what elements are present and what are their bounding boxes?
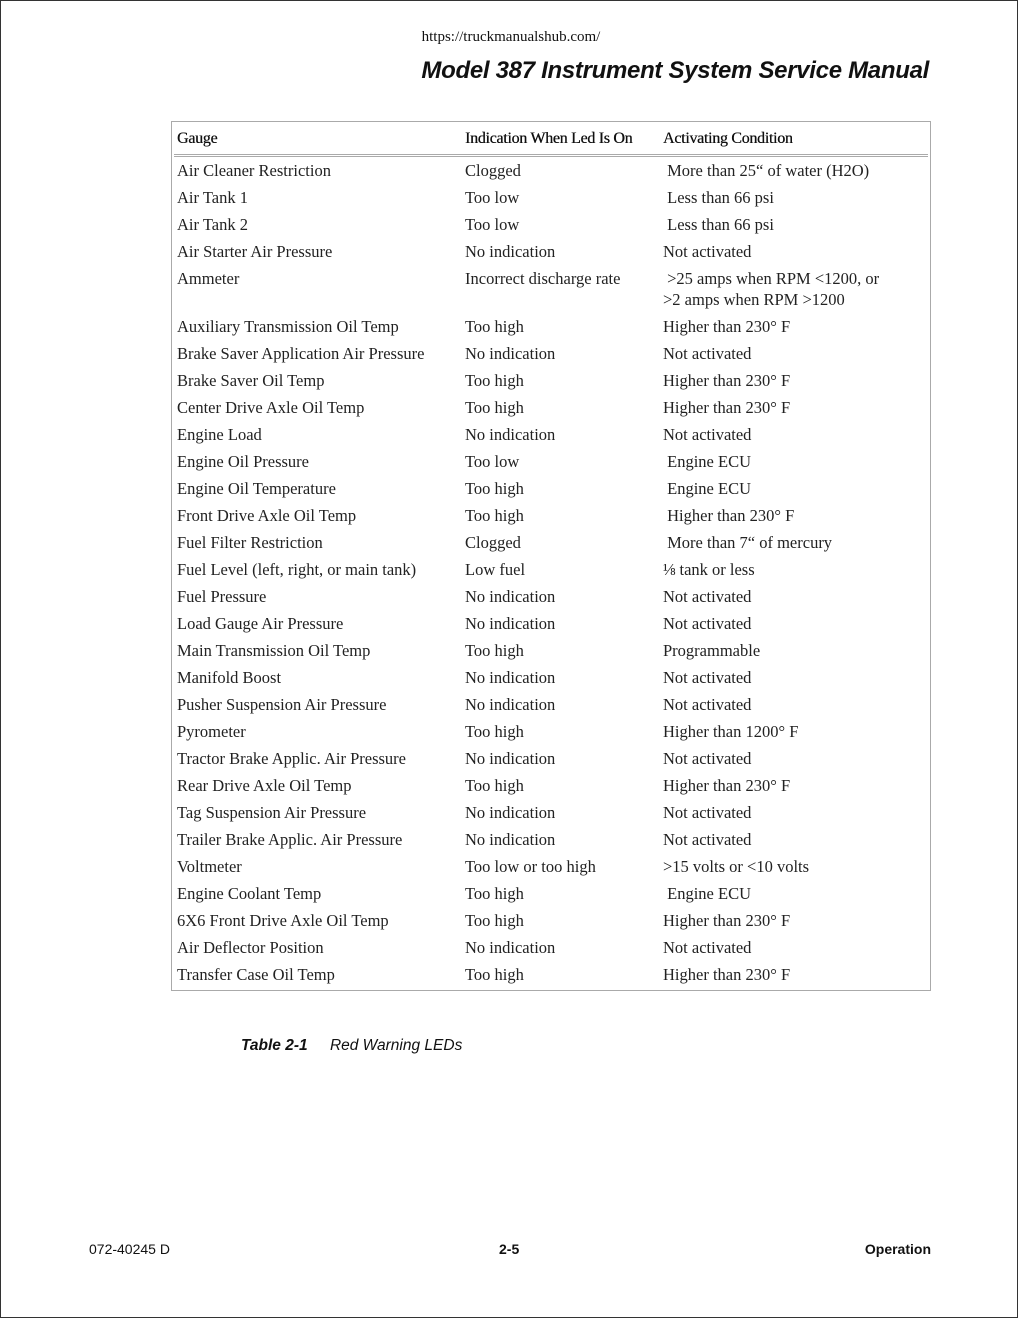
cell-gauge: Trailer Brake Applic. Air Pressure [177, 830, 403, 849]
cell-condition: Not activated [663, 803, 752, 822]
cell-indication: Too high [465, 965, 524, 984]
cell-condition: Not activated [663, 344, 752, 363]
cell-condition: Engine ECU [663, 452, 751, 471]
cell-gauge: Air Cleaner Restriction [177, 161, 331, 180]
table-row [174, 961, 928, 988]
table-row [174, 448, 928, 475]
cell-gauge: Front Drive Axle Oil Temp [177, 506, 357, 525]
cell-gauge: Fuel Filter Restriction [177, 533, 323, 552]
cell-indication: Too high [465, 506, 524, 525]
cell-condition: Less than 66 psi [663, 188, 774, 207]
cell-condition: Not activated [663, 242, 752, 261]
cell-condition: Not activated [663, 749, 752, 768]
cell-condition: Engine ECU [663, 884, 751, 903]
footer-page-number: 2-5 [499, 1241, 520, 1257]
table-header-row [174, 124, 928, 156]
caption-number: Table 2-1 [241, 1037, 308, 1054]
table-body [174, 156, 928, 989]
cell-indication: No indication [465, 938, 556, 957]
table-row [174, 664, 928, 691]
cell-indication: Too high [465, 722, 524, 741]
table-row [174, 394, 928, 421]
table-row [174, 826, 928, 853]
cell-gauge: Brake Saver Oil Temp [177, 371, 325, 390]
cell-gauge: Auxiliary Transmission Oil Temp [177, 317, 399, 336]
cell-condition: Higher than 230° F [663, 506, 795, 525]
table-row [174, 853, 928, 880]
table-row [174, 880, 928, 907]
caption-text: Red Warning LEDs [329, 1037, 463, 1054]
cell-indication: Clogged [465, 161, 521, 180]
cell-gauge: Main Transmission Oil Temp [177, 641, 371, 660]
cell-condition: Not activated [663, 938, 752, 957]
cell-condition: >25 amps when RPM <1200, or >2 amps when RPM >1200 [663, 269, 880, 309]
cell-gauge: Center Drive Axle Oil Temp [177, 398, 365, 417]
cell-condition: More than 25“ of water (H2O) [663, 161, 870, 180]
cell-indication: No indication [465, 344, 556, 363]
table-row [174, 799, 928, 826]
cell-indication: No indication [465, 587, 556, 606]
cell-gauge: Engine Oil Temperature [177, 479, 336, 498]
cell-condition: Engine ECU [663, 479, 751, 498]
table-row [174, 583, 928, 610]
cell-condition: Higher than 230° F [663, 371, 791, 390]
cell-gauge: Load Gauge Air Pressure [177, 614, 344, 633]
cell-indication: Too high [465, 479, 524, 498]
cell-condition: Not activated [663, 425, 752, 444]
footer-doc-number: 072-40245 D [89, 1241, 170, 1257]
cell-gauge: Ammeter [177, 269, 240, 288]
cell-indication: No indication [465, 695, 556, 714]
cell-condition: Higher than 1200° F [663, 722, 799, 741]
cell-indication: Too high [465, 641, 524, 660]
cell-indication: Too low or too high [465, 857, 596, 876]
cell-condition: Higher than 230° F [663, 911, 791, 930]
table-caption [241, 1037, 462, 1055]
cell-gauge: Air Tank 1 [177, 188, 248, 207]
cell-gauge: Tractor Brake Applic. Air Pressure [177, 749, 406, 768]
warning-led-table [174, 124, 928, 988]
cell-indication: Too high [465, 371, 524, 390]
cell-gauge: Rear Drive Axle Oil Temp [177, 776, 352, 795]
cell-condition: Programmable [663, 641, 761, 660]
cell-condition: Not activated [663, 587, 752, 606]
table-row [174, 184, 928, 211]
source-url[interactable]: https://truckmanualshub.com/ [421, 29, 601, 45]
cell-indication: Low fuel [465, 560, 526, 579]
table-row [174, 772, 928, 799]
cell-indication: No indication [465, 830, 556, 849]
cell-gauge: Pyrometer [177, 722, 246, 741]
cell-condition: Less than 66 psi [663, 215, 774, 234]
cell-condition: Higher than 230° F [663, 317, 791, 336]
footer-section: Operation [864, 1241, 931, 1257]
cell-condition: ⅛ tank or less [663, 560, 755, 579]
cell-gauge: Manifold Boost [177, 668, 282, 687]
cell-condition: >15 volts or <10 volts [663, 857, 810, 876]
cell-gauge: Fuel Level (left, right, or main tank) [177, 560, 417, 579]
table-row [174, 934, 928, 961]
cell-indication: Clogged [465, 533, 521, 552]
cell-condition: Not activated [663, 614, 752, 633]
cell-gauge: Transfer Case Oil Temp [177, 965, 335, 984]
column-header-condition: Activating Condition [660, 124, 928, 156]
cell-indication: No indication [465, 614, 556, 633]
cell-condition: Higher than 230° F [663, 776, 791, 795]
table-row [174, 313, 928, 340]
document-title: Model 387 Instrument System Service Manual [421, 57, 929, 84]
cell-condition: Higher than 230° F [663, 965, 791, 984]
table-row [174, 610, 928, 637]
cell-gauge: Engine Load [177, 425, 262, 444]
cell-indication: Too high [465, 317, 524, 336]
cell-gauge: Voltmeter [177, 857, 242, 876]
cell-indication: No indication [465, 668, 556, 687]
cell-indication: No indication [465, 242, 556, 261]
table-row [174, 211, 928, 238]
column-header-gauge: Gauge [174, 124, 462, 156]
table-row [174, 340, 928, 367]
cell-indication: Too low [465, 215, 520, 234]
cell-indication: No indication [465, 425, 556, 444]
cell-gauge: Engine Oil Pressure [177, 452, 309, 471]
cell-indication: Too low [465, 188, 520, 207]
cell-gauge: Engine Coolant Temp [177, 884, 322, 903]
cell-gauge: Air Starter Air Pressure [177, 242, 333, 261]
cell-indication: Too high [465, 398, 524, 417]
warning-led-table-frame [171, 121, 931, 991]
table-row [174, 556, 928, 583]
table-row [174, 907, 928, 934]
table-row [174, 265, 928, 313]
table-row [174, 367, 928, 394]
table-row [174, 421, 928, 448]
table-row [174, 475, 928, 502]
cell-condition: Not activated [663, 830, 752, 849]
cell-indication: Incorrect discharge rate [465, 269, 621, 288]
cell-condition: Not activated [663, 695, 752, 714]
table-row [174, 156, 928, 185]
cell-gauge: Tag Suspension Air Pressure [177, 803, 367, 822]
table-row [174, 691, 928, 718]
cell-condition: Higher than 230° F [663, 398, 791, 417]
cell-condition: More than 7“ of mercury [663, 533, 833, 552]
table-row [174, 745, 928, 772]
cell-gauge: 6X6 Front Drive Axle Oil Temp [177, 911, 389, 930]
column-header-indication: Indication When Led Is On [462, 124, 660, 156]
cell-indication: No indication [465, 803, 556, 822]
cell-gauge: Brake Saver Application Air Pressure [177, 344, 425, 363]
cell-indication: No indication [465, 749, 556, 768]
cell-indication: Too high [465, 884, 524, 903]
cell-gauge: Fuel Pressure [177, 587, 267, 606]
cell-indication: Too high [465, 911, 524, 930]
cell-condition: Not activated [663, 668, 752, 687]
table-row [174, 718, 928, 745]
cell-indication: Too high [465, 776, 524, 795]
table-row [174, 637, 928, 664]
table-row [174, 238, 928, 265]
cell-gauge: Pusher Suspension Air Pressure [177, 695, 387, 714]
table-row [174, 529, 928, 556]
cell-gauge: Air Tank 2 [177, 215, 248, 234]
cell-indication: Too low [465, 452, 520, 471]
cell-gauge: Air Deflector Position [177, 938, 324, 957]
table-row [174, 502, 928, 529]
